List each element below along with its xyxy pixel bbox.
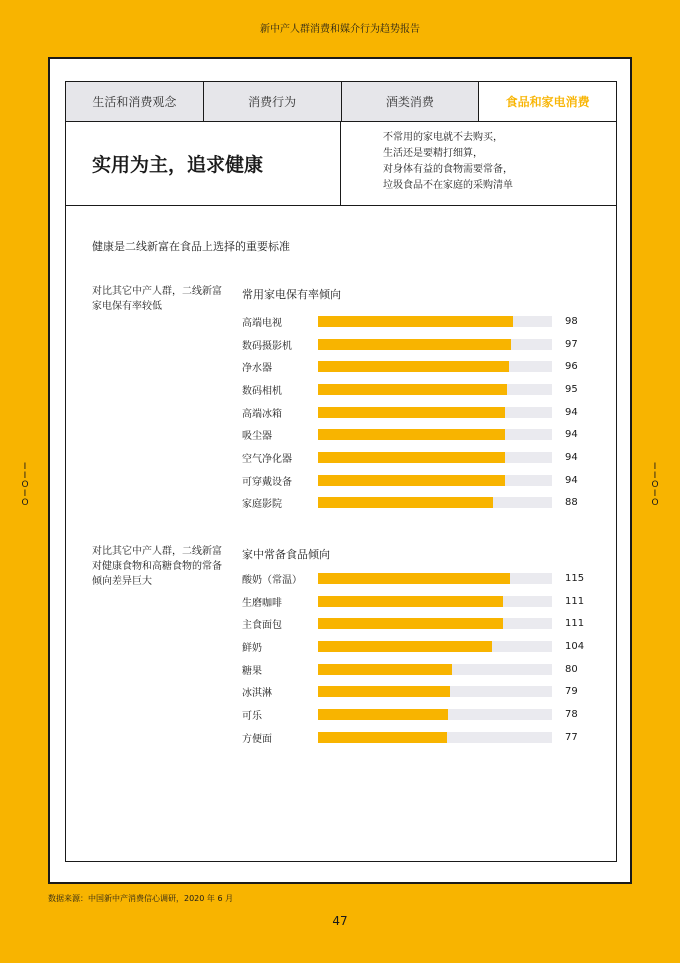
bar <box>318 407 505 418</box>
bar <box>318 316 513 327</box>
bar-track <box>318 686 552 697</box>
food-chart-title: 家中常备食品倾向 <box>242 548 330 561</box>
bar <box>318 497 493 508</box>
bar-label: 冰淇淋 <box>242 688 272 700</box>
bar <box>318 573 510 584</box>
bar-label: 净水器 <box>242 363 272 375</box>
bar-track <box>318 596 552 607</box>
side-mark-glyph: I <box>23 489 27 499</box>
bar-value-label: 111 <box>565 618 585 630</box>
bar-label: 鲜奶 <box>242 642 262 654</box>
bar-row <box>242 446 602 469</box>
bar-label: 空气净化器 <box>242 453 292 465</box>
bar-value-label: 80 <box>565 663 578 675</box>
bar <box>318 641 492 652</box>
page-number: 47 <box>332 914 348 928</box>
bar-row <box>242 310 602 333</box>
side-mark-glyph: O <box>21 498 29 508</box>
bar-row <box>242 612 602 635</box>
bar-value-label: 78 <box>565 708 578 720</box>
side-mark-glyph: I <box>653 462 657 472</box>
bar <box>318 339 511 350</box>
bar-label: 高端冰箱 <box>242 408 282 420</box>
bar-label: 酸奶（常温） <box>242 574 302 586</box>
content-card <box>48 57 632 884</box>
bar-track <box>318 497 552 508</box>
section-title: 健康是二线新富在食品上选择的重要标准 <box>92 240 290 253</box>
bar-row <box>242 333 602 356</box>
bar-label: 主食面包 <box>242 620 282 632</box>
bar-row <box>242 635 602 658</box>
headline-desc-line: 不常用的家电就不去购买， <box>383 132 503 143</box>
bar-value-label: 104 <box>565 640 585 652</box>
bar-track <box>318 407 552 418</box>
appliance-note: 对比其它中产人群，二线新富家电保有率较低 <box>92 286 222 312</box>
headline: 实用为主，追求健康 <box>66 122 341 205</box>
bar <box>318 618 503 629</box>
side-mark-glyph: I <box>653 471 657 481</box>
bar-track <box>318 732 552 743</box>
bar <box>318 732 447 743</box>
bar-row <box>242 567 602 590</box>
bar-value-label: 94 <box>565 474 578 486</box>
bar-track <box>318 316 552 327</box>
side-mark-right <box>650 463 660 508</box>
tab-bar <box>66 82 616 122</box>
bar-row <box>242 401 602 424</box>
bar-row <box>242 469 602 492</box>
appliance-chart-title: 常用家电保有率倾向 <box>242 288 341 301</box>
bar <box>318 475 505 486</box>
bar-value-label: 115 <box>565 572 585 584</box>
tab-consumption-behavior[interactable]: 消费行为 <box>204 82 342 121</box>
data-source-footnote: 数据来源：中国新中产消费信心调研，2020 年 6 月 <box>48 894 234 903</box>
bar-label: 方便面 <box>242 733 272 745</box>
bar-row <box>242 378 602 401</box>
bar-label: 可乐 <box>242 710 262 722</box>
side-mark-glyph: I <box>23 462 27 472</box>
bar-track <box>318 429 552 440</box>
bar <box>318 709 448 720</box>
bar-track <box>318 339 552 350</box>
bar-track <box>318 618 552 629</box>
side-mark-left <box>20 463 30 508</box>
bar-track <box>318 664 552 675</box>
bar-value-label: 79 <box>565 686 578 698</box>
food-note: 对比其它中产人群，二线新富对健康食物和高糖食物的常备倾向差异巨大 <box>92 546 222 587</box>
bar-value-label: 94 <box>565 406 578 418</box>
bar-track <box>318 361 552 372</box>
bar-label: 糖果 <box>242 665 262 677</box>
bar-track <box>318 573 552 584</box>
side-mark-glyph: I <box>23 471 27 481</box>
bar-value-label: 94 <box>565 451 578 463</box>
side-mark-glyph: I <box>653 489 657 499</box>
side-mark-glyph: O <box>651 498 659 508</box>
bar-track <box>318 641 552 652</box>
bar-track <box>318 384 552 395</box>
bar <box>318 664 452 675</box>
appliance-bar-chart <box>242 310 602 514</box>
side-mark-glyph: O <box>21 480 29 490</box>
report-title: 新中产人群消费和媒介行为趋势报告 <box>260 24 420 35</box>
bar-label: 家庭影院 <box>242 499 282 511</box>
headline-desc-line: 生活还是要精打细算， <box>383 148 483 159</box>
bar-value-label: 94 <box>565 429 578 441</box>
bar-value-label: 97 <box>565 338 578 350</box>
bar-row <box>242 726 602 749</box>
bar-label: 生磨咖啡 <box>242 597 282 609</box>
headline-desc-line: 对身体有益的食物需要常备， <box>383 164 513 175</box>
bar-value-label: 95 <box>565 383 578 395</box>
bar <box>318 361 509 372</box>
bar-row <box>242 680 602 703</box>
food-bar-chart <box>242 567 602 749</box>
headline-desc-line: 垃圾食品不在家庭的采购清单 <box>383 180 513 191</box>
bar-value-label: 88 <box>565 497 578 509</box>
bar-track <box>318 709 552 720</box>
bar-value-label: 77 <box>565 731 578 743</box>
bar <box>318 596 503 607</box>
bar-row <box>242 423 602 446</box>
tab-lifestyle[interactable]: 生活和消费观念 <box>66 82 204 121</box>
tab-alcohol[interactable]: 酒类消费 <box>342 82 480 121</box>
bar-value-label: 98 <box>565 315 578 327</box>
bar-value-label: 111 <box>565 595 585 607</box>
bar-label: 数码相机 <box>242 385 282 397</box>
inner-frame <box>65 81 617 862</box>
bar-track <box>318 452 552 463</box>
bar <box>318 384 507 395</box>
headline-description <box>341 122 616 205</box>
bar-label: 吸尘器 <box>242 431 272 443</box>
bar-row <box>242 703 602 726</box>
bar-row <box>242 590 602 613</box>
bar <box>318 452 505 463</box>
bar <box>318 686 450 697</box>
tab-food-appliances[interactable]: 食品和家电消费 <box>479 82 616 121</box>
bar-row <box>242 492 602 515</box>
bar-row <box>242 658 602 681</box>
headline-row <box>66 122 616 206</box>
bar-track <box>318 475 552 486</box>
bar <box>318 429 505 440</box>
bar-row <box>242 355 602 378</box>
bar-label: 数码摄影机 <box>242 340 292 352</box>
side-mark-glyph: O <box>651 480 659 490</box>
bar-label: 高端电视 <box>242 317 282 329</box>
bar-label: 可穿戴设备 <box>242 476 292 488</box>
bar-value-label: 96 <box>565 361 578 373</box>
